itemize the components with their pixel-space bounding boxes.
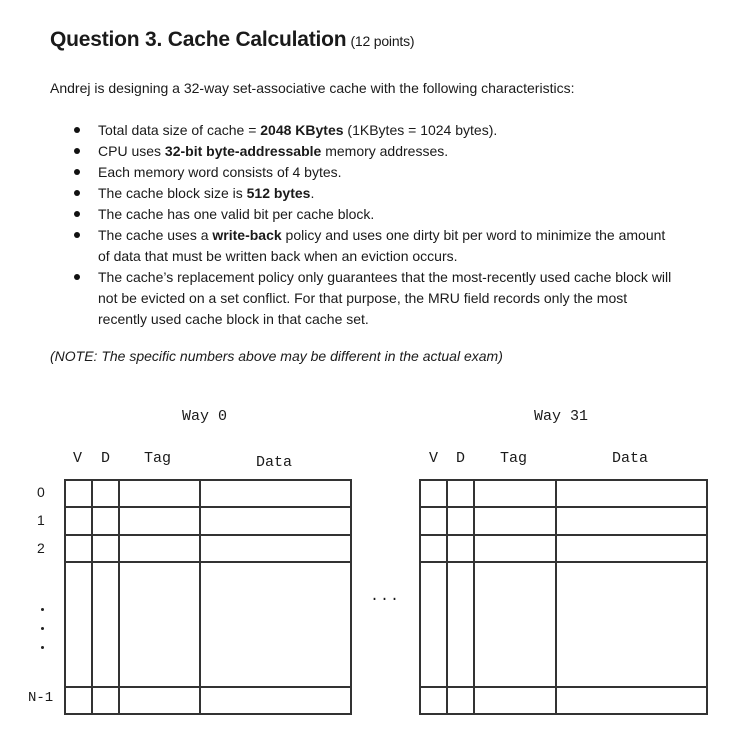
list-item: The cache uses a write-back policy and uses one dirty bit per word to minimize the amount of data that must be written back when an eviction occurs. [70, 225, 680, 267]
points-label: (12 points) [350, 33, 415, 49]
row-label-1: 1 [37, 512, 45, 528]
tag-col-header: Tag [144, 450, 172, 467]
way-31-label: Way 31 [534, 408, 589, 425]
title-text: Question 3. Cache Calculation [50, 28, 347, 51]
list-item: Each memory word consists of 4 bytes. [70, 162, 680, 183]
list-item: The cache block size is 512 bytes. [70, 183, 680, 204]
row-label-2: 2 [37, 540, 45, 556]
list-item: Total data size of cache = 2048 KBytes (1KBytes = 1024 bytes). [70, 120, 680, 141]
vertical-ellipsis-dot [41, 627, 44, 630]
dirty-col-header: D [456, 450, 466, 467]
vertical-ellipsis-dot [41, 608, 44, 611]
ways-ellipsis: ... [370, 588, 401, 605]
way-0-label: Way 0 [182, 408, 228, 425]
question-title [50, 28, 414, 52]
intro-paragraph: Andrej is designing a 32-way set-associative cache with the following characteristics: [50, 80, 575, 96]
vertical-ellipsis-dot [41, 646, 44, 649]
characteristics-list [70, 120, 680, 330]
valid-col-header: V [429, 450, 439, 467]
list-item: CPU uses 32-bit byte-addressable memory addresses. [70, 141, 680, 162]
data-col-header: Data [256, 454, 293, 471]
tag-col-header: Tag [500, 450, 528, 467]
row-label-last: N-1 [28, 690, 54, 706]
dirty-col-header: D [101, 450, 111, 467]
list-item: The cache’s replacement policy only guarantees that the most-recently used cache block will not be evicted on a set conflict. For that purpose, the MRU field records only the most recently used cache block in that cache set. [70, 267, 680, 330]
list-item: The cache has one valid bit per cache block. [70, 204, 680, 225]
data-col-header: Data [612, 450, 649, 467]
exam-note: (NOTE: The specific numbers above may be different in the actual exam) [50, 348, 503, 364]
row-label-0: 0 [37, 484, 45, 500]
valid-col-header: V [73, 450, 83, 467]
